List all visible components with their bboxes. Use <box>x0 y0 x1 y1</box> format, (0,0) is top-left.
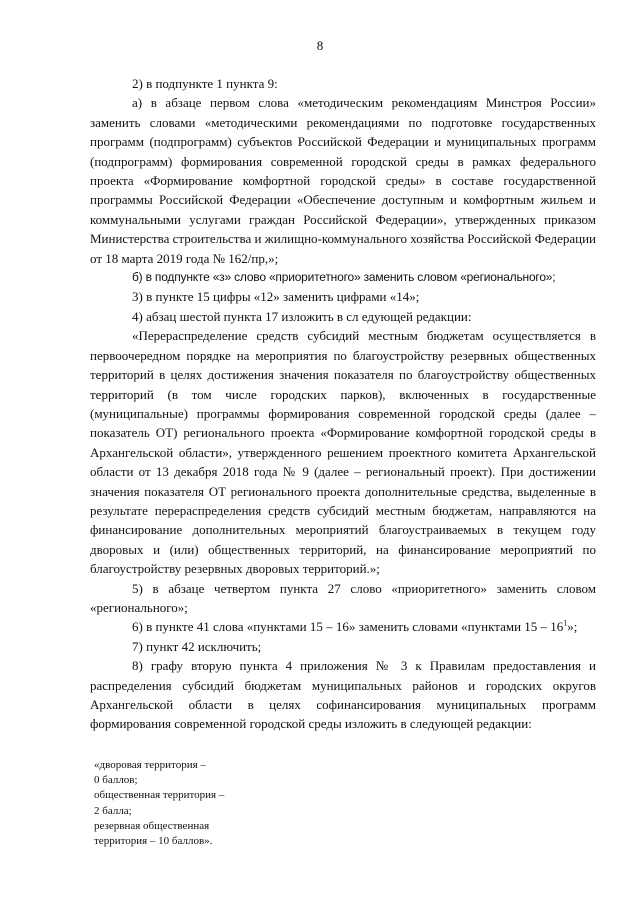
score-line: резервная общественная <box>94 819 210 832</box>
paragraph-4-quote: «Перераспределение средств субсидий местным бюджетам осуществляется в первоочередном порядке на мероприятия по благоустройству резервных общественных территорий в целях достижения значения показателя по благоустройству общественных территорий (в том числе городских парков), включенных в государственные (муниципальные) программы формирования современной городской среды (далее – показатель ОТ) регионального проекта «Формирование комфортной городской среды в Архангельской области», утвержденного решением проектного комитета Архангельской области от 13 декабря 2018 года № 9 (далее – региональный проект). При достижении значения показателя ОТ регионального проекта дополнительные средства, выделенные в результате перераспределения средств субсидий местным бюджетам, направляются на финансирование дополнительных мероприятий благоустраиваемых в текущем году дворовых и (или) общественных территорий, на финансирование мероприятий по благоустройству резервных дворовых территорий.»; <box>90 328 596 577</box>
scores-block <box>94 758 354 849</box>
score-line: 2 балла; <box>94 804 132 817</box>
score-line: 0 баллов; <box>94 774 138 787</box>
paragraph-6-tail: »; <box>567 619 578 635</box>
page-number: 8 <box>316 38 324 53</box>
score-line: территория – 10 баллов». <box>94 835 213 848</box>
document-body <box>90 74 596 734</box>
paragraph-6-text: 6) в пункте 41 слова «пунктами 15 – 16» заменить словами «пунктами 15 – 16 <box>132 619 564 635</box>
paragraph-6 <box>90 617 596 636</box>
score-line: общественная территория – <box>94 789 225 802</box>
paragraph-2a: а) в абзаце первом слова «методическим рекомендациям Минстроя России» заменить словами «методическими рекомендациями по подготовке государственных программ (подпрограмм) субъектов Российской Федерации и муниципальных программ (подпрограмм) формирования современной городской среды в рамках федерального проекта «Формирование комфортной городской среды» в составе государственной программы Российской Федерации «Обеспечение доступным и комфортным жильем и коммунальными услугами граждан Российской Федерации», утвержденных приказом Министерства строительства и жилищно-коммунального хозяйства Российской Федерации от 18 марта 2019 года № 162/пр,»; <box>90 95 596 266</box>
paragraph-2: 2) в подпункте 1 пункта 9: <box>132 76 278 91</box>
paragraph-8: 8) графу вторую пункта 4 приложения № 3 к Правилам предоставления и распределения субсидий бюджетам муниципальных районов и городских округов Архангельской области в целях софинансирования муниципальных программ формирования современной городской среды изложить в следующей редакции: <box>90 658 596 732</box>
paragraph-5: 5) в абзаце четвертом пункта 27 слово «приоритетного» заменить словом «регионального»; <box>90 580 596 615</box>
paragraph-3: 3) в пункте 15 цифры «12» заменить цифрами «14»; <box>132 289 420 305</box>
score-line: «дворовая территория – <box>94 759 206 771</box>
paragraph-7: 7) пункт 42 исключить; <box>132 638 262 654</box>
paragraph-4: 4) абзац шестой пункта 17 изложить в сл едующей редакции: <box>132 308 472 324</box>
paragraph-2b: б) в подпункте «з» слово «приоритетного» заменить словом «регионального»; <box>132 270 556 285</box>
paragraph-6-superscript: 1 <box>563 619 568 629</box>
